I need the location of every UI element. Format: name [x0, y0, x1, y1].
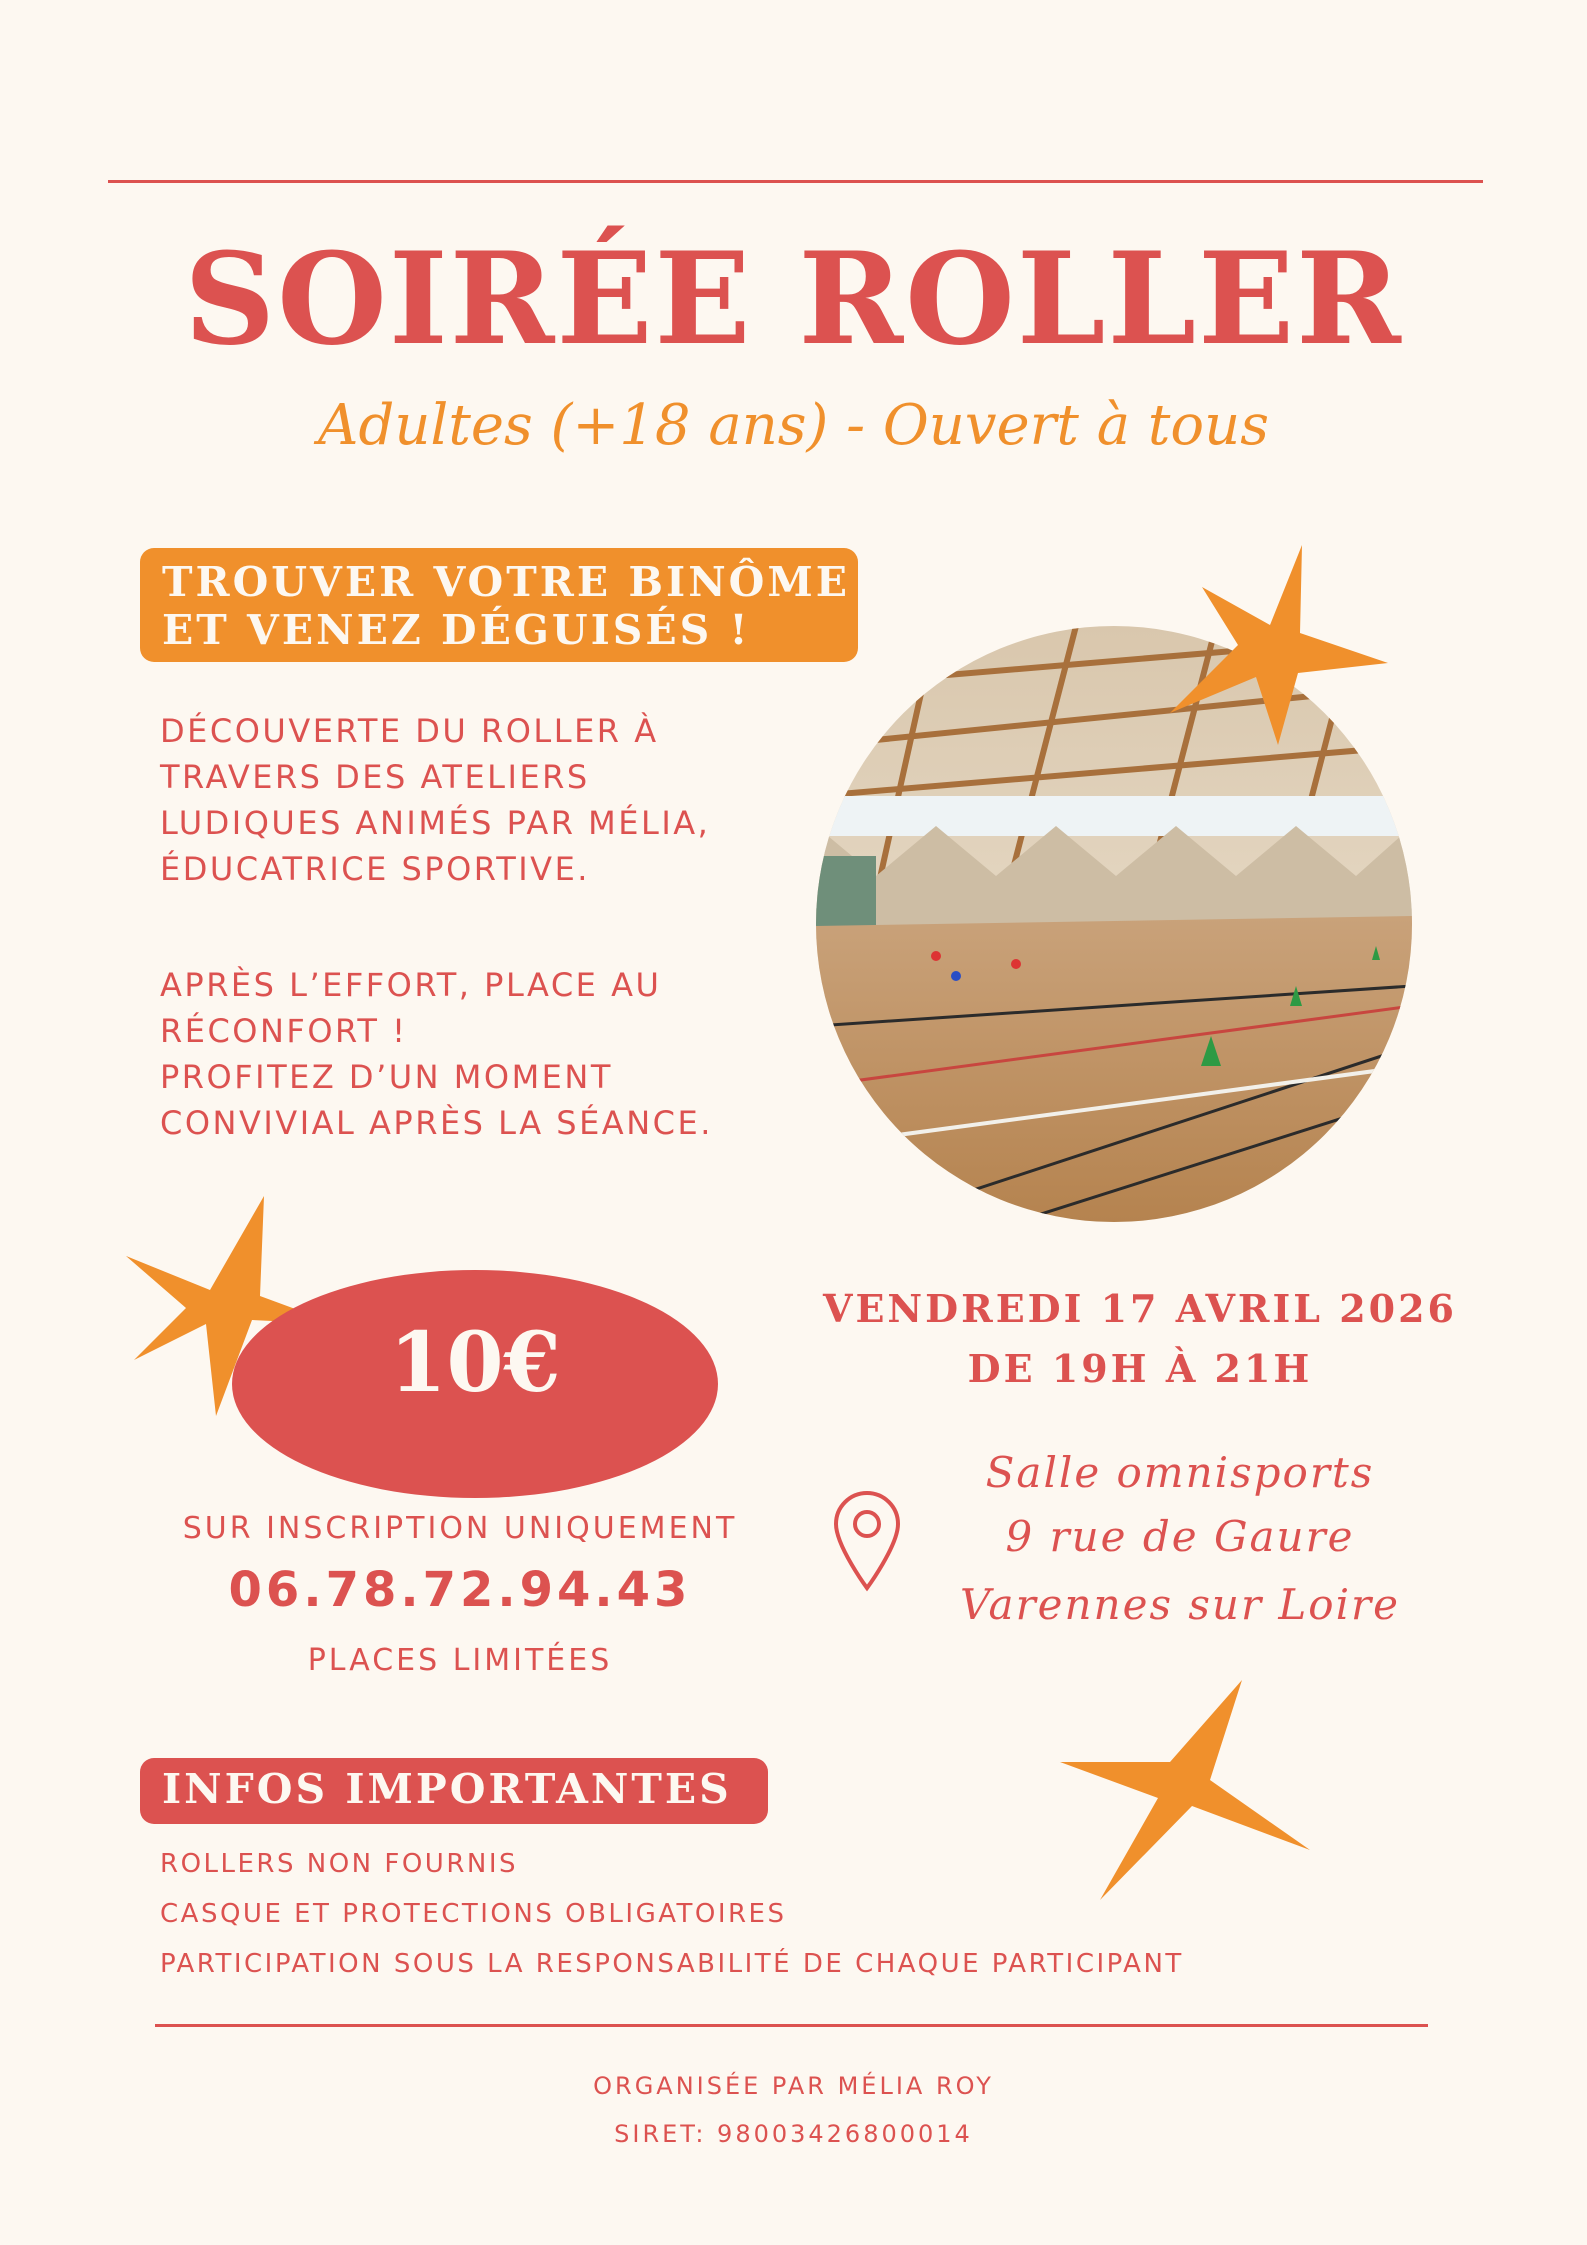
infos-heading: INFOS IMPORTANTES	[162, 1765, 732, 1813]
description-line: CONVIVIAL APRÈS LA SÉANCE.	[160, 1104, 713, 1142]
page-subtitle: Adultes (+18 ans) - Ouvert à tous	[318, 393, 1269, 458]
info-item: CASQUE ET PROTECTIONS OBLIGATOIRES	[160, 1899, 787, 1929]
location-venue: Salle omnisports	[985, 1448, 1375, 1497]
description-line: TRAVERS DES ATELIERS	[160, 758, 590, 796]
price-value: 10€	[389, 1315, 561, 1411]
description-line: APRÈS L’EFFORT, PLACE AU	[160, 966, 662, 1004]
infos-heading-tag	[140, 1758, 768, 1824]
description-line: ÉDUCATRICE SPORTIVE.	[160, 850, 590, 888]
organizer-text: ORGANISÉE PAR MÉLIA ROY	[593, 2072, 994, 2100]
highlight-line-1: TROUVER VOTRE BINÔME	[162, 558, 851, 606]
top-divider	[108, 180, 1483, 183]
registration-note: SUR INSCRIPTION UNIQUEMENT	[182, 1511, 738, 1546]
description-line: RÉCONFORT !	[160, 1012, 408, 1050]
description-line: LUDIQUES ANIMÉS PAR MÉLIA,	[160, 804, 711, 842]
location-street: 9 rue de Gaure	[1005, 1512, 1355, 1561]
star-icon	[1160, 545, 1390, 745]
location-city: Varennes sur Loire	[960, 1580, 1400, 1629]
location-pin-icon	[832, 1488, 902, 1592]
bottom-divider	[155, 2024, 1428, 2027]
limited-places-note: PLACES LIMITÉES	[307, 1643, 613, 1678]
info-item: PARTICIPATION SOUS LA RESPONSABILITÉ DE CHAQUE PARTICIPANT	[160, 1949, 1184, 1979]
siret-text: SIRET: 98003426800014	[614, 2120, 973, 2148]
info-item: ROLLERS NON FOURNIS	[160, 1849, 519, 1879]
event-date: VENDREDI 17 AVRIL 2026	[822, 1286, 1457, 1331]
phone-number: 06.78.72.94.43	[228, 1562, 692, 1618]
highlight-line-2: ET VENEZ DÉGUISÉS !	[162, 606, 751, 654]
star-icon	[1060, 1680, 1310, 1900]
event-time: DE 19H À 21H	[967, 1346, 1313, 1391]
description-line: PROFITEZ D’UN MOMENT	[160, 1058, 613, 1096]
page-title: SOIRÉE ROLLER	[184, 225, 1403, 373]
highlight-tag	[140, 548, 858, 662]
description-line: DÉCOUVERTE DU ROLLER À	[160, 712, 659, 750]
